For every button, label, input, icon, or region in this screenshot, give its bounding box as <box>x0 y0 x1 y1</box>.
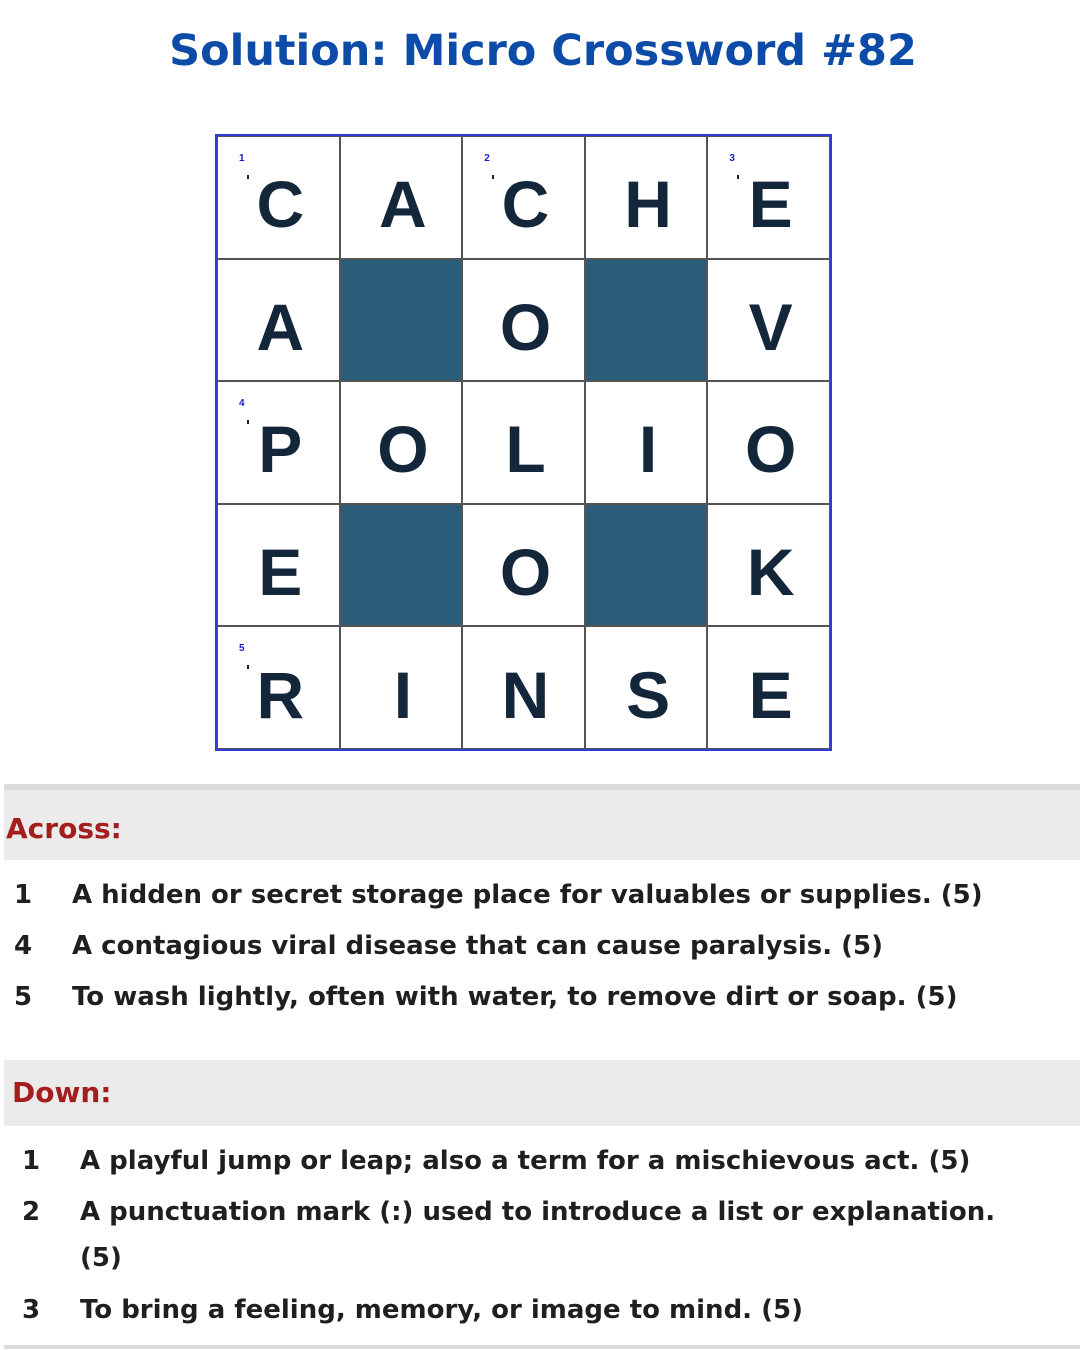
clue-number: 2 <box>22 1197 41 1227</box>
cell-corner-mark <box>247 665 249 669</box>
cell-letter: C <box>256 167 305 242</box>
cell-letter: O <box>499 535 552 610</box>
cell-letter: O <box>377 412 429 487</box>
grid-cell[interactable] <box>217 136 340 259</box>
clue-text: A hidden or secret storage place for valuables or supplies. (5) <box>72 880 983 910</box>
grid-cell[interactable] <box>462 504 585 627</box>
cell-letter: H <box>624 167 672 242</box>
grid-cell[interactable] <box>217 504 340 627</box>
crossword-grid <box>215 134 832 751</box>
grid-cell[interactable] <box>462 626 585 749</box>
down-heading: Down: <box>12 1076 112 1109</box>
cell-letter: K <box>746 535 795 610</box>
clue-text: A playful jump or leap; also a term for a mischievous act. (5) <box>80 1146 971 1176</box>
grid-cell[interactable] <box>585 626 708 749</box>
cell-letter: N <box>501 657 550 732</box>
block-cell <box>585 504 708 627</box>
grid-cell[interactable] <box>217 626 340 749</box>
clue-number: 3 <box>22 1295 41 1325</box>
cell-number: 4 <box>239 398 245 410</box>
clue-number: 1 <box>14 880 33 910</box>
cell-letter: I <box>638 412 658 487</box>
page-title: Solution: Micro Crossword #82 <box>169 26 917 76</box>
grid-cell[interactable] <box>340 381 463 504</box>
across-heading: Across: <box>6 812 122 845</box>
section-divider <box>4 1345 1080 1349</box>
grid-cell[interactable] <box>217 259 340 382</box>
grid-cell[interactable] <box>707 136 830 259</box>
cell-letter: C <box>501 167 550 242</box>
cell-letter: R <box>256 657 305 732</box>
cell-corner-mark <box>247 420 249 424</box>
across-header <box>4 790 1080 860</box>
clue-text-continuation: (5) <box>80 1243 122 1273</box>
cell-letter: P <box>258 412 303 487</box>
cell-letter: E <box>258 535 303 610</box>
grid-cell[interactable] <box>707 504 830 627</box>
cell-corner-mark <box>247 175 249 179</box>
grid-cell[interactable] <box>340 626 463 749</box>
clue-number: 5 <box>14 982 33 1012</box>
grid-cell[interactable] <box>707 381 830 504</box>
cell-letter: L <box>505 412 546 487</box>
cell-letter: E <box>748 657 793 732</box>
clue-number: 4 <box>14 931 33 961</box>
cell-letter: S <box>626 657 671 732</box>
cell-letter: I <box>393 657 413 732</box>
cell-number: 2 <box>484 153 490 164</box>
cell-letter: V <box>748 289 793 364</box>
grid-cell[interactable] <box>462 381 585 504</box>
block-cell <box>340 259 463 382</box>
cell-corner-mark <box>492 175 494 179</box>
clue-text: To bring a feeling, memory, or image to mind. (5) <box>80 1295 803 1325</box>
block-cell <box>585 259 708 382</box>
cell-letter: A <box>256 289 305 364</box>
clue-text: A punctuation mark (:) used to introduce a list or explanation. <box>80 1197 996 1227</box>
cell-letter: E <box>748 167 793 242</box>
grid-cell[interactable] <box>217 381 340 504</box>
down-header <box>4 1060 1080 1126</box>
clue-text: A contagious viral disease that can cause paralysis. (5) <box>72 931 884 961</box>
grid-cell[interactable] <box>585 381 708 504</box>
cell-number: 1 <box>239 153 245 164</box>
clue-number: 1 <box>22 1146 41 1176</box>
cell-number: 3 <box>729 153 735 164</box>
grid-cell[interactable] <box>340 136 463 259</box>
grid-cell[interactable] <box>585 136 708 259</box>
cell-number: 5 <box>239 643 245 655</box>
clue-text: To wash lightly, often with water, to remove dirt or soap. (5) <box>72 982 958 1012</box>
cell-corner-mark <box>737 175 739 179</box>
cell-letter: O <box>745 412 797 487</box>
block-cell <box>340 504 463 627</box>
grid-cell[interactable] <box>462 259 585 382</box>
grid-cell[interactable] <box>707 259 830 382</box>
cell-letter: O <box>499 289 552 364</box>
grid-cell[interactable] <box>707 626 830 749</box>
cell-letter: A <box>379 167 427 242</box>
grid-cell[interactable] <box>462 136 585 259</box>
